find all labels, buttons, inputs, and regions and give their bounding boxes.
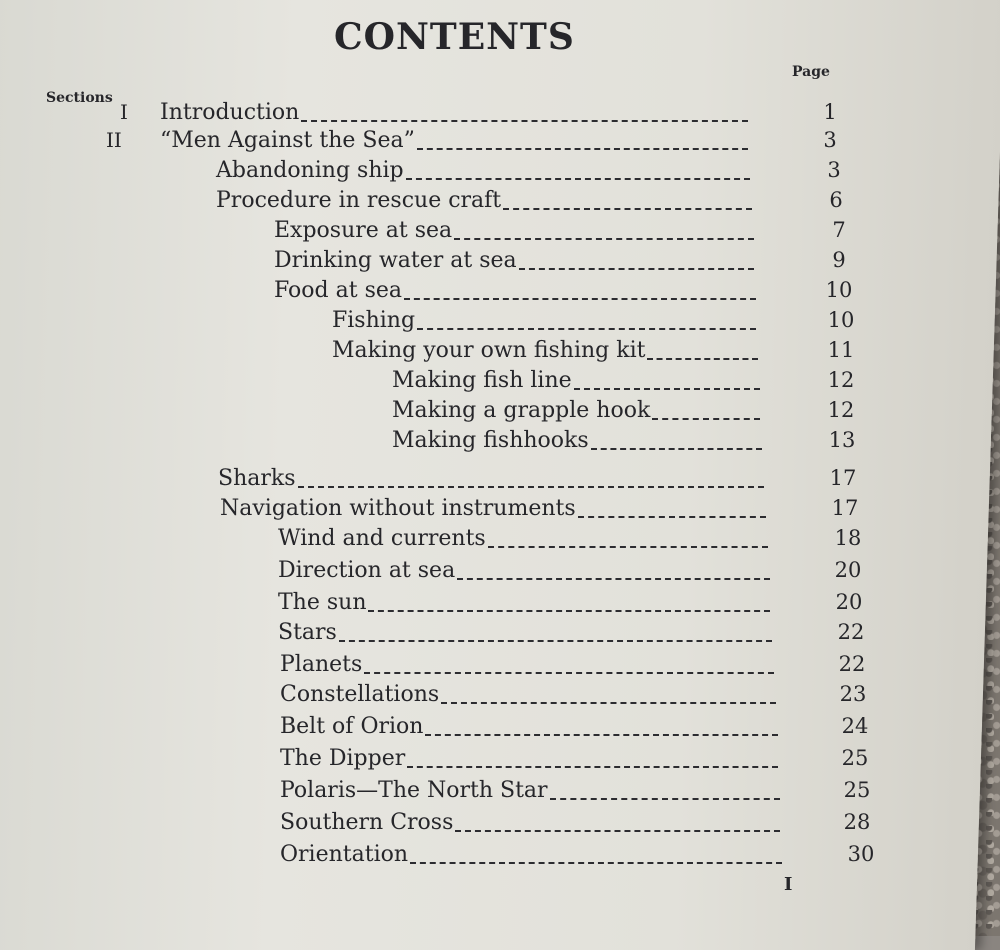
toc-entry <box>332 338 855 368</box>
toc-entry <box>280 842 875 872</box>
entry-label: The sun <box>278 590 367 615</box>
entry-page: 30 <box>847 842 875 866</box>
dot-leader <box>441 700 776 704</box>
entry-label: Wind and currents <box>278 526 486 551</box>
toc-entry <box>280 778 871 808</box>
toc-entry <box>216 188 843 218</box>
dot-leader <box>503 206 752 210</box>
entry-page: 1 <box>823 100 837 124</box>
sections-column-header: Sections <box>46 90 113 106</box>
entry-label: Planets <box>280 652 363 677</box>
entry-page: 20 <box>834 558 862 582</box>
entry-label: Navigation without instruments <box>220 496 576 521</box>
toc-entry <box>332 308 855 338</box>
page-column-header: Page <box>792 64 830 80</box>
dot-leader <box>425 732 778 736</box>
entry-page: 7 <box>832 218 846 242</box>
entry-page: 28 <box>843 810 871 834</box>
footer-page-number: I <box>784 874 793 895</box>
entry-page: 9 <box>832 248 846 272</box>
dot-leader <box>301 118 748 122</box>
dot-leader <box>647 356 758 360</box>
toc-entry <box>106 128 837 158</box>
dot-leader <box>404 296 756 300</box>
dot-leader <box>457 576 770 580</box>
entry-page: 3 <box>827 158 841 182</box>
entry-label: Orientation <box>280 842 409 867</box>
dot-leader <box>652 416 760 420</box>
dot-leader <box>488 544 768 548</box>
entry-page: 11 <box>827 338 855 362</box>
entry-label: Making your own fishing kit <box>332 338 646 363</box>
dot-leader <box>578 514 766 518</box>
toc-entry <box>278 526 862 556</box>
section-number: II <box>106 128 122 152</box>
entry-label: The Dipper <box>280 746 406 771</box>
page-title: CONTENTS <box>334 16 575 58</box>
entry-label: Drinking water at sea <box>274 248 517 273</box>
entry-page: 10 <box>827 308 855 332</box>
dot-leader <box>406 176 750 180</box>
entry-page: 10 <box>825 278 853 302</box>
toc-entry <box>274 248 846 278</box>
dot-leader <box>550 796 780 800</box>
entry-page: 23 <box>839 682 867 706</box>
entry-page: 25 <box>843 778 871 802</box>
entry-page: 25 <box>841 746 869 770</box>
dot-leader <box>298 484 765 488</box>
entry-label: Belt of Orion <box>280 714 424 739</box>
entry-label: “Men Against the Sea” <box>160 128 415 153</box>
toc-entry <box>280 652 866 682</box>
entry-page: 12 <box>827 368 855 392</box>
entry-label: Sharks <box>218 466 296 491</box>
toc-entry <box>274 218 846 248</box>
dot-leader <box>417 146 748 150</box>
entry-label: Making a grapple hook <box>392 398 651 423</box>
dot-leader <box>574 386 760 390</box>
dot-leader <box>410 860 782 864</box>
entry-label: Constellations <box>280 682 440 707</box>
entry-page: 17 <box>829 466 857 490</box>
entry-label: Fishing <box>332 308 416 333</box>
toc-entry <box>216 158 841 188</box>
entry-label: Abandoning ship <box>216 158 404 183</box>
entry-label: Making fishhooks <box>392 428 589 453</box>
dot-leader <box>407 764 778 768</box>
entry-page: 22 <box>837 620 865 644</box>
entry-label: Procedure in rescue craft <box>216 188 502 213</box>
toc-entry <box>120 100 837 130</box>
dot-leader <box>454 236 754 240</box>
toc-entry <box>280 810 871 840</box>
toc-entry <box>278 620 865 650</box>
toc-entry <box>278 558 862 588</box>
entry-page: 17 <box>831 496 859 520</box>
entry-page: 22 <box>838 652 866 676</box>
toc-entry <box>392 368 855 398</box>
toc-entry <box>274 278 853 308</box>
entry-page: 3 <box>823 128 837 152</box>
dot-leader <box>417 326 756 330</box>
toc-entry <box>280 682 867 712</box>
dot-leader <box>519 266 754 270</box>
entry-label: Stars <box>278 620 337 645</box>
entry-label: Food at sea <box>274 278 403 303</box>
entry-page: 6 <box>829 188 843 212</box>
toc-entry <box>278 590 863 620</box>
entry-page: 24 <box>841 714 869 738</box>
entry-label: Making fish line <box>392 368 572 393</box>
toc-entry <box>218 466 857 496</box>
entry-label: Direction at sea <box>278 558 456 583</box>
toc-entry <box>280 746 869 776</box>
toc-entry <box>220 496 859 526</box>
entry-label: Southern Cross <box>280 810 454 835</box>
entry-label: Polaris—The North Star <box>280 778 548 803</box>
entry-page: 12 <box>827 398 855 422</box>
entry-page: 18 <box>834 526 862 550</box>
entry-page: 13 <box>828 428 856 452</box>
entry-page: 20 <box>835 590 863 614</box>
toc-entry <box>392 428 856 458</box>
dot-leader <box>339 638 772 642</box>
entry-label: Introduction <box>160 100 300 125</box>
dot-leader <box>591 446 762 450</box>
toc-entry <box>280 714 869 744</box>
entry-label: Exposure at sea <box>274 218 453 243</box>
section-number: I <box>120 100 128 124</box>
dot-leader <box>368 608 770 612</box>
dot-leader <box>364 670 774 674</box>
dot-leader <box>455 828 780 832</box>
toc-entry <box>392 398 855 428</box>
